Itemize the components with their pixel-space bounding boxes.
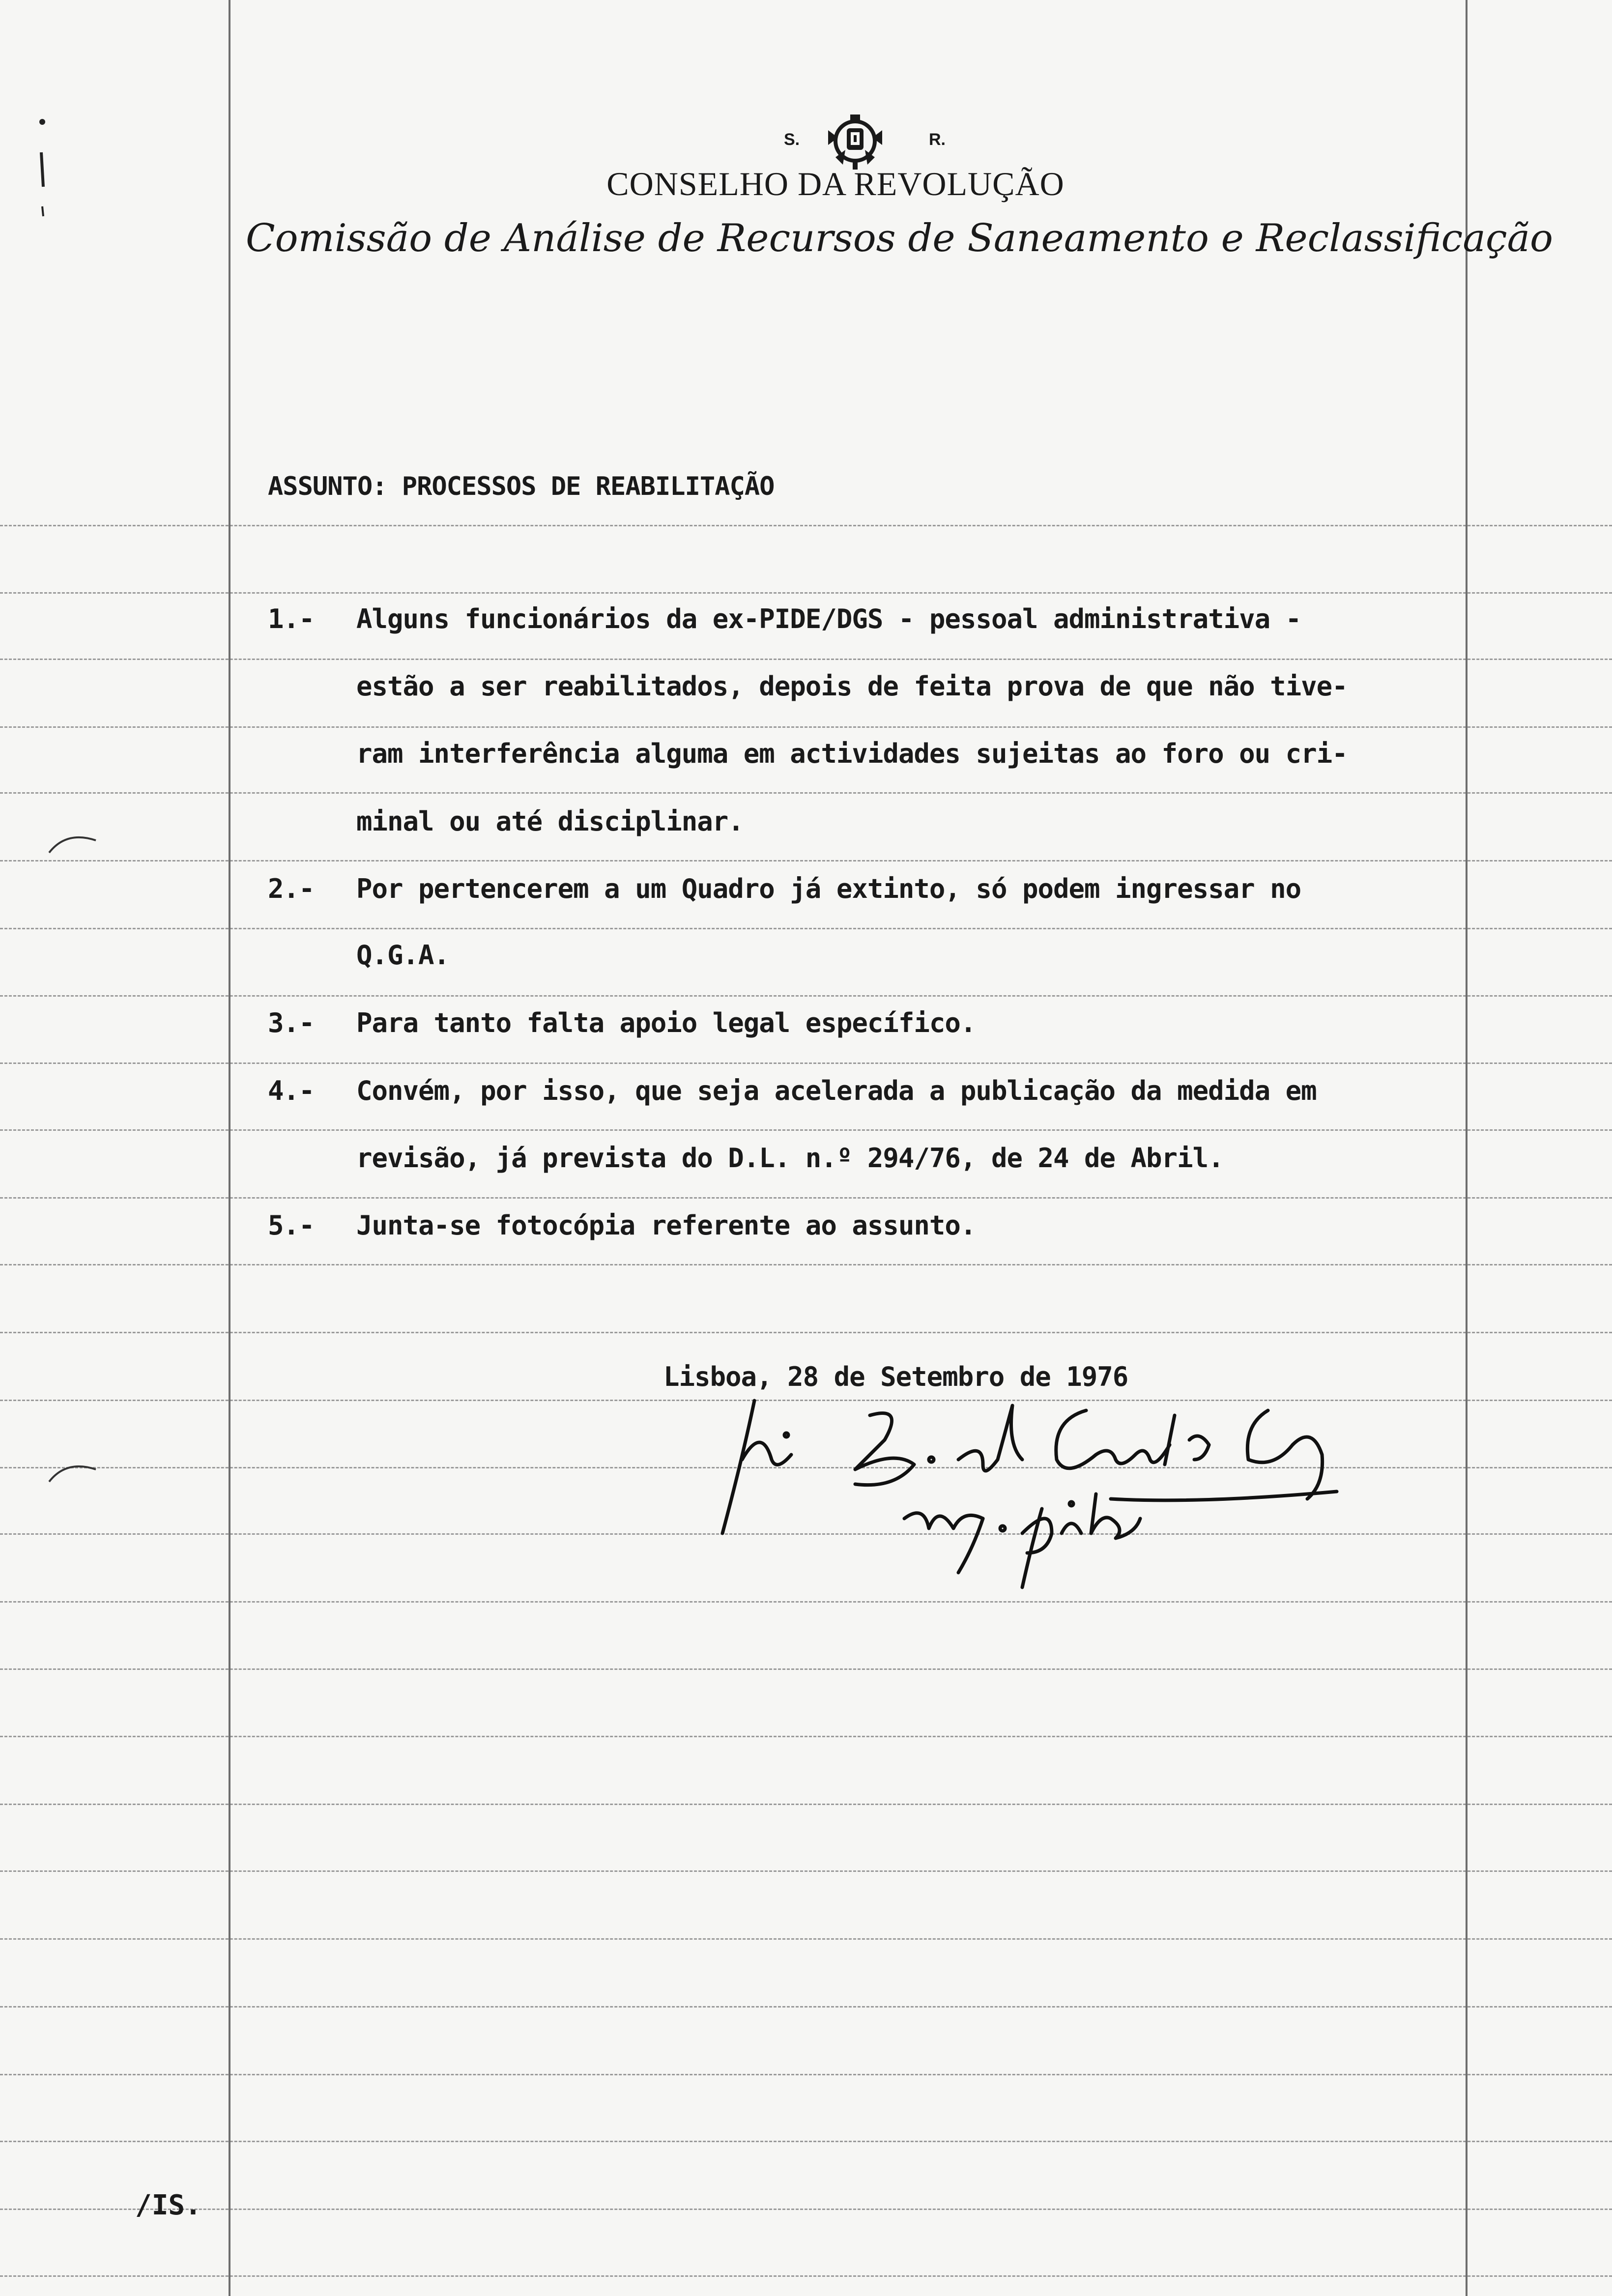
item-3-number: 3.- (268, 1007, 315, 1038)
binding-mark (34, 113, 54, 221)
ruled-line (0, 928, 1612, 929)
item-2-number: 2.- (268, 873, 315, 904)
ruled-line (0, 1938, 1612, 1940)
punch-hole-mark (47, 828, 101, 858)
ruled-line (0, 995, 1612, 997)
ruled-line (0, 1601, 1612, 1603)
item-4-text: Convém, por isso, que seja acelerada a publicação da medida em (356, 1075, 1317, 1106)
ruled-line (0, 2275, 1612, 2277)
ruled-line (0, 2209, 1612, 2210)
item-1-text: minal ou até disciplinar. (356, 806, 744, 837)
ruled-line (0, 2074, 1612, 2075)
subject-line: ASSUNTO: PROCESSOS DE REABILITAÇÃO (268, 472, 775, 501)
ruled-line (0, 525, 1612, 526)
ruled-line (0, 726, 1612, 728)
ruled-line (0, 1668, 1612, 1670)
ruled-line (0, 2006, 1612, 2008)
punch-hole-mark (47, 1457, 101, 1487)
right-margin-line (1466, 0, 1468, 2296)
ruled-line (0, 1332, 1612, 1333)
ruled-line (0, 1197, 1612, 1199)
left-margin-line (229, 0, 230, 2296)
ruled-line (0, 1062, 1612, 1064)
place-date: Lisboa, 28 de Setembro de 1976 (663, 1361, 1128, 1392)
ruled-line (0, 792, 1612, 794)
item-3-text: Para tanto falta apoio legal específico. (356, 1007, 976, 1038)
item-1-text: Alguns funcionários da ex-PIDE/DGS - pessoal administrativa - (356, 603, 1301, 634)
letterhead-left-letter: S. (784, 130, 800, 149)
ruled-line (0, 1804, 1612, 1805)
item-5-text: Junta-se fotocópia referente ao assunto. (356, 1210, 976, 1241)
ruled-line (0, 2141, 1612, 2142)
item-2-text: Q.G.A. (356, 940, 450, 971)
item-1-text: estão a ser reabilitados, depois de feita prova de que não tive- (356, 671, 1348, 702)
ruled-line (0, 1264, 1612, 1265)
ruled-line (0, 659, 1612, 660)
item-1-text: ram interferência alguma em actividades sujeitas ao foro ou cri- (356, 738, 1348, 769)
commission-subtitle: Comissão de Análise de Recursos de Saneamento e Reclassificação (246, 216, 1553, 260)
letterhead-right-letter: R. (929, 130, 946, 149)
item-1-number: 1.- (268, 603, 315, 634)
ruled-line (0, 1870, 1612, 1872)
item-4-number: 4.- (268, 1075, 315, 1106)
typist-initials: /IS. (135, 2189, 202, 2221)
council-title: CONSELHO DA REVOLUÇÃO (606, 165, 1065, 202)
handwritten-signature (708, 1386, 1445, 1592)
ruled-line (0, 1736, 1612, 1737)
ruled-line (0, 1129, 1612, 1131)
coat-of-arms-icon (823, 111, 887, 172)
item-5-number: 5.- (268, 1210, 315, 1241)
item-2-text: Por pertencerem a um Quadro já extinto, só podem ingressar no (356, 873, 1301, 904)
ruled-line (0, 592, 1612, 594)
ruled-line (0, 860, 1612, 861)
item-4-text: revisão, já prevista do D.L. n.º 294/76, de 24 de Abril. (356, 1143, 1224, 1174)
